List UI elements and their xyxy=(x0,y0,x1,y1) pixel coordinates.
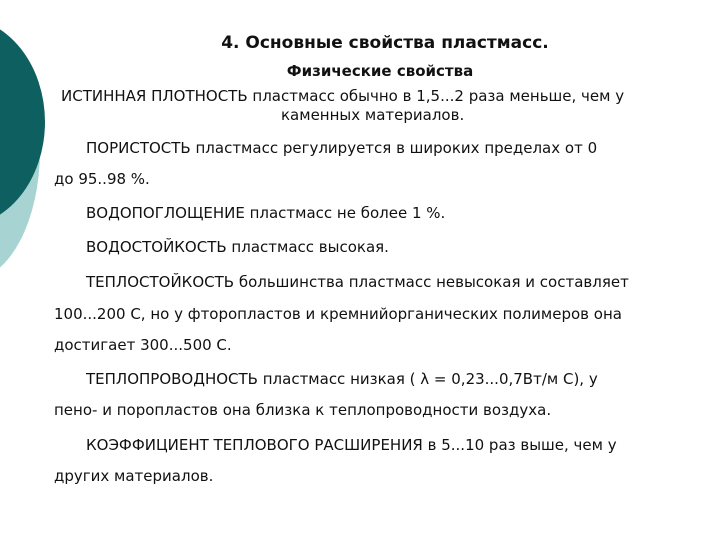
heat-resistance-text-line-1: ТЕПЛОСТОЙКОСТЬ большинства пластмасс невысокая и составляет xyxy=(86,273,629,291)
slide-title: 4. Основные свойства пластмасс. xyxy=(221,33,549,53)
slide-subtitle: Физические свойства xyxy=(286,62,474,80)
heat-resistance-text-line-3: достигает 300...500 С. xyxy=(54,336,232,354)
water-resistance-text: ВОДОСТОЙКОСТЬ пластмасс высокая. xyxy=(86,238,389,256)
water-absorption-text: ВОДОПОГЛОЩЕНИЕ пластмасс не более 1 %. xyxy=(86,204,446,222)
expansion-coefficient-text-line-1: КОЭФФИЦИЕНТ ТЕПЛОВОГО РАСШИРЕНИЯ в 5...10 раз выше, чем у xyxy=(86,436,617,454)
density-text-line-1: ИСТИННАЯ ПЛОТНОСТЬ пластмасс обычно в 1,5...2 раза меньше, чем у xyxy=(61,87,625,105)
expansion-coefficient-text-line-2: других материалов. xyxy=(54,467,214,485)
thermal-conductivity-text-line-1: ТЕПЛОПРОВОДНОСТЬ пластмасс низкая ( λ = 0,23...0,7Вт/м С), у xyxy=(86,370,598,388)
porosity-text-line-2: до 95..98 %. xyxy=(54,170,150,188)
heat-resistance-text-line-2: 100...200 С, но у фторопластов и кремнийорганических полимеров она xyxy=(54,305,622,323)
thermal-conductivity-text-line-2: пено- и поропластов она близка к теплопроводности воздуха. xyxy=(54,401,552,419)
porosity-text-line-1: ПОРИСТОСТЬ пластмасс регулируется в широких пределах от 0 xyxy=(86,139,598,157)
density-text-line-2: каменных материалов. xyxy=(281,106,465,124)
